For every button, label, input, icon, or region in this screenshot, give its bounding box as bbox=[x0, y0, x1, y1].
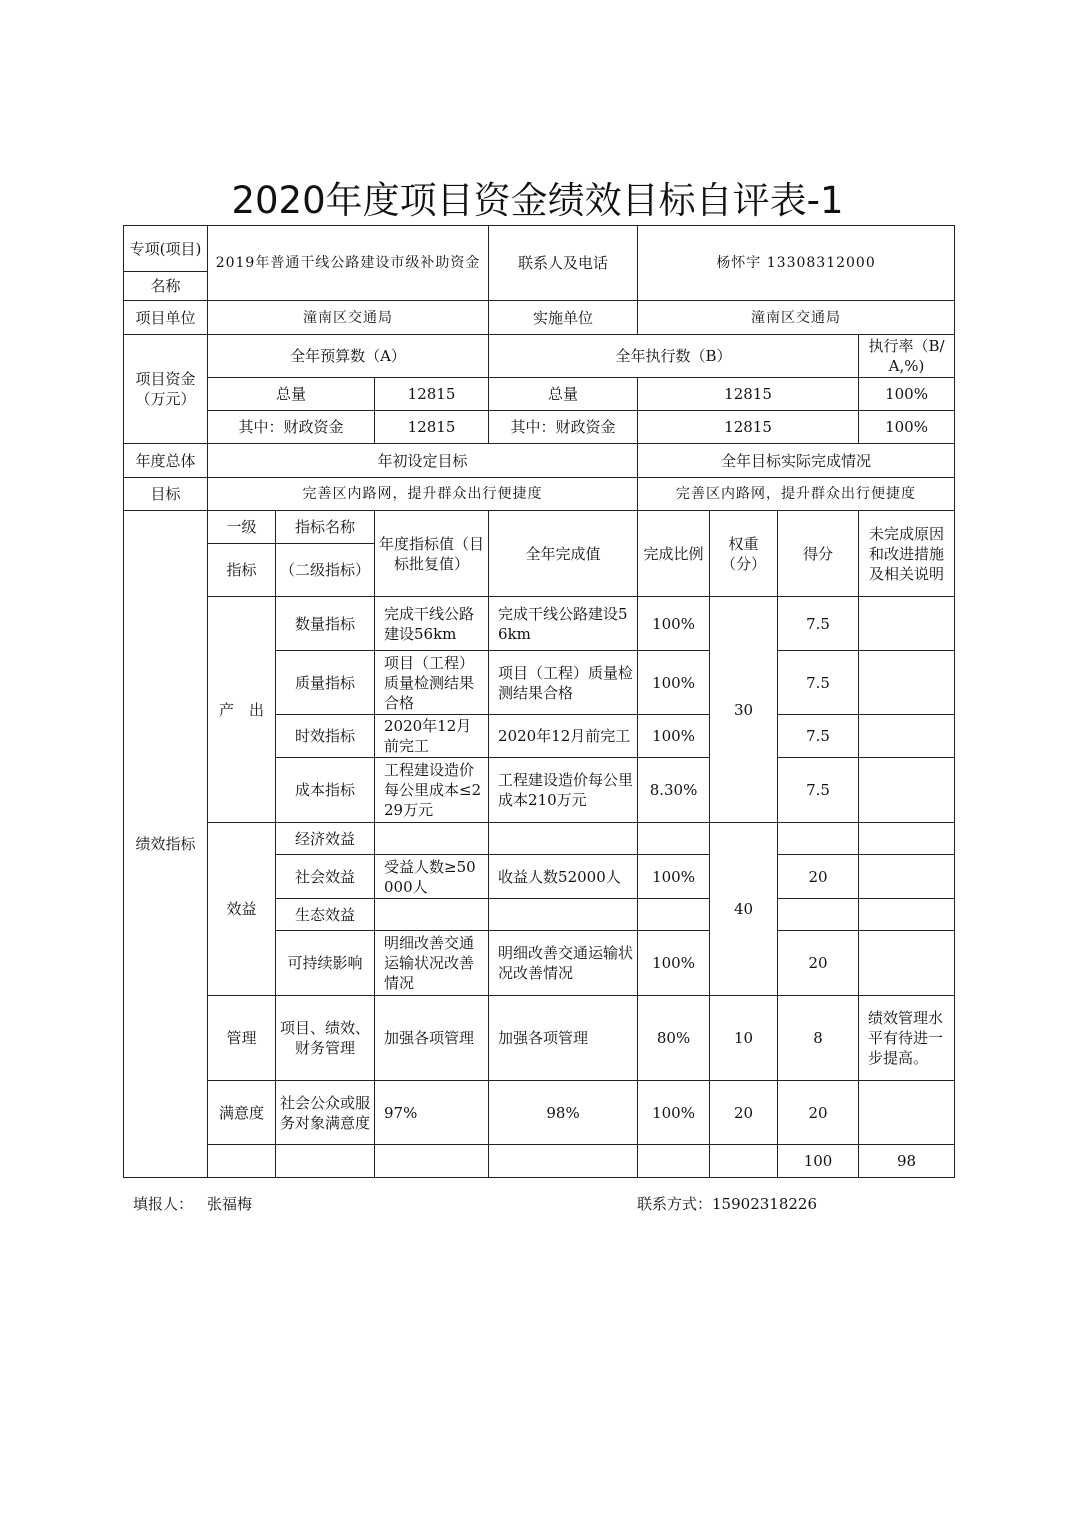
initial-goal-value: 完善区内路网，提升群众出行便捷度 bbox=[208, 478, 638, 511]
project-name: 2019年普通干线公路建设市级补助资金 bbox=[208, 226, 489, 301]
indicator-done: 明细改善交通运输状况改善情况 bbox=[489, 931, 638, 996]
exec-fiscal-value: 12815 bbox=[638, 411, 859, 444]
contact-method-value: 15902318226 bbox=[712, 1195, 817, 1213]
indicator-ratio: 80% bbox=[638, 996, 710, 1081]
col-name-b: （二级指标） bbox=[276, 544, 375, 597]
indicator-done bbox=[489, 823, 638, 855]
indicator-reason bbox=[859, 931, 955, 996]
indicator-ratio: 100% bbox=[638, 931, 710, 996]
weight-manage: 10 bbox=[710, 996, 778, 1081]
indicator-done: 项目（工程）质量检测结果合格 bbox=[489, 651, 638, 715]
indicator-done: 工程建设造价每公里成本210万元 bbox=[489, 758, 638, 823]
rate-total: 100% bbox=[859, 378, 955, 411]
indicator-score: 20 bbox=[778, 931, 859, 996]
exec-total-label: 总量 bbox=[489, 378, 638, 411]
indicator-ratio: 100% bbox=[638, 715, 710, 758]
indicator-annual: 2020年12月前完工 bbox=[375, 715, 489, 758]
budget-total-value: 12815 bbox=[375, 378, 489, 411]
indicator-ratio: 100% bbox=[638, 597, 710, 651]
indicator-done bbox=[489, 899, 638, 931]
total-blank bbox=[710, 1145, 778, 1178]
indicator-score: 8 bbox=[778, 996, 859, 1081]
evaluation-table bbox=[123, 225, 955, 1178]
filler-name: 张福梅 bbox=[207, 1195, 253, 1213]
indicator-reason bbox=[859, 899, 955, 931]
indicator-annual: 明细改善交通运输状况改善情况 bbox=[375, 931, 489, 996]
budget-header: 全年预算数（A） bbox=[208, 335, 489, 378]
indicator-name: 时效指标 bbox=[276, 715, 375, 758]
indicator-reason bbox=[859, 1081, 955, 1145]
goals-label: 年度总体 bbox=[124, 444, 208, 478]
total-blank bbox=[208, 1145, 276, 1178]
indicator-score: 7.5 bbox=[778, 715, 859, 758]
page-title: 2020年度项目资金绩效目标自评表-1 bbox=[231, 179, 844, 222]
indicator-done: 2020年12月前完工 bbox=[489, 715, 638, 758]
weight-satisfy: 20 bbox=[710, 1081, 778, 1145]
unit-label: 项目单位 bbox=[124, 301, 208, 335]
initial-goal-header: 年初设定目标 bbox=[208, 444, 638, 478]
budget-total-label: 总量 bbox=[208, 378, 375, 411]
rate-fiscal: 100% bbox=[859, 411, 955, 444]
col-annual: 年度指标值（目标批复值） bbox=[375, 511, 489, 597]
total-blank bbox=[638, 1145, 710, 1178]
goals-label-target: 目标 bbox=[124, 478, 208, 511]
indicator-annual: 受益人数≥50000人 bbox=[375, 855, 489, 899]
indicator-name: 数量指标 bbox=[276, 597, 375, 651]
contact-label: 联系人及电话 bbox=[489, 226, 638, 301]
indicator-annual: 完成干线公路建设56km bbox=[375, 597, 489, 651]
indicator-annual: 工程建设造价每公里成本≤229万元 bbox=[375, 758, 489, 823]
indicator-ratio: 100% bbox=[638, 1081, 710, 1145]
total-weight: 100 bbox=[778, 1145, 859, 1178]
col-weight: 权重（分） bbox=[710, 511, 778, 597]
perf-label: 绩效指标 bbox=[124, 511, 208, 1178]
indicator-name: 生态效益 bbox=[276, 899, 375, 931]
exec-header: 全年执行数（B） bbox=[489, 335, 859, 378]
group-manage: 管理 bbox=[208, 996, 276, 1081]
total-blank bbox=[276, 1145, 375, 1178]
budget-fiscal-label: 其中：财政资金 bbox=[208, 411, 375, 444]
total-score: 98 bbox=[859, 1145, 955, 1178]
indicator-reason bbox=[859, 715, 955, 758]
filler-contact bbox=[637, 1193, 831, 1214]
group-output: 产 出 bbox=[208, 597, 276, 823]
filler-label: 填报人： bbox=[133, 1195, 194, 1213]
rate-header: 执行率（B/A,%) bbox=[859, 335, 955, 378]
indicator-ratio: 100% bbox=[638, 855, 710, 899]
col-score: 得分 bbox=[778, 511, 859, 597]
indicator-reason bbox=[859, 758, 955, 823]
indicator-annual: 97% bbox=[375, 1081, 489, 1145]
indicator-name: 社会公众或服务对象满意度 bbox=[276, 1081, 375, 1145]
weight-benefit: 40 bbox=[710, 823, 778, 996]
group-satisfy: 满意度 bbox=[208, 1081, 276, 1145]
funds-label: 项目资金（万元） bbox=[124, 335, 208, 444]
actual-goal-header: 全年目标实际完成情况 bbox=[638, 444, 955, 478]
indicator-name: 质量指标 bbox=[276, 651, 375, 715]
indicator-name: 成本指标 bbox=[276, 758, 375, 823]
col-level1-b: 指标 bbox=[208, 544, 276, 597]
indicator-reason bbox=[859, 855, 955, 899]
indicator-done: 完成干线公路建设56km bbox=[489, 597, 638, 651]
indicator-ratio bbox=[638, 823, 710, 855]
project-label-name: 名称 bbox=[124, 272, 208, 301]
indicator-score bbox=[778, 899, 859, 931]
col-level1: 一级 bbox=[208, 511, 276, 544]
budget-fiscal-value: 12815 bbox=[375, 411, 489, 444]
indicator-annual bbox=[375, 899, 489, 931]
unit-value: 潼南区交通局 bbox=[208, 301, 489, 335]
group-benefit: 效益 bbox=[208, 823, 276, 996]
indicator-score bbox=[778, 823, 859, 855]
indicator-score: 20 bbox=[778, 855, 859, 899]
indicator-done: 加强各项管理 bbox=[489, 996, 638, 1081]
indicator-name: 社会效益 bbox=[276, 855, 375, 899]
indicator-score: 7.5 bbox=[778, 758, 859, 823]
col-ratio: 完成比例 bbox=[638, 511, 710, 597]
impl-label: 实施单位 bbox=[489, 301, 638, 335]
indicator-name: 可持续影响 bbox=[276, 931, 375, 996]
indicator-ratio: 100% bbox=[638, 651, 710, 715]
indicator-annual: 项目（工程）质量检测结果合格 bbox=[375, 651, 489, 715]
contact-method-label: 联系方式： bbox=[637, 1195, 713, 1213]
col-reason: 未完成原因和改进措施及相关说明 bbox=[859, 511, 955, 597]
col-name: 指标名称 bbox=[276, 511, 375, 544]
indicator-score: 7.5 bbox=[778, 651, 859, 715]
indicator-done: 收益人数52000人 bbox=[489, 855, 638, 899]
indicator-ratio: 8.30% bbox=[638, 758, 710, 823]
indicator-annual bbox=[375, 823, 489, 855]
contact-value: 杨怀宇 13308312000 bbox=[638, 226, 955, 301]
indicator-reason: 绩效管理水平有待进一步提高。 bbox=[859, 996, 955, 1081]
col-done: 全年完成值 bbox=[489, 511, 638, 597]
exec-total-value: 12815 bbox=[638, 378, 859, 411]
exec-fiscal-label: 其中：财政资金 bbox=[489, 411, 638, 444]
weight-output: 30 bbox=[710, 597, 778, 823]
indicator-ratio bbox=[638, 899, 710, 931]
indicator-score: 20 bbox=[778, 1081, 859, 1145]
indicator-name: 经济效益 bbox=[276, 823, 375, 855]
indicator-reason bbox=[859, 597, 955, 651]
indicator-name: 项目、绩效、财务管理 bbox=[276, 996, 375, 1081]
actual-goal-value: 完善区内路网，提升群众出行便捷度 bbox=[638, 478, 955, 511]
project-label: 专项(项目) bbox=[124, 226, 208, 272]
indicator-score: 7.5 bbox=[778, 597, 859, 651]
indicator-reason bbox=[859, 651, 955, 715]
filler bbox=[133, 1193, 266, 1214]
indicator-done: 98% bbox=[489, 1081, 638, 1145]
indicator-reason bbox=[859, 823, 955, 855]
indicator-annual: 加强各项管理 bbox=[375, 996, 489, 1081]
impl-value: 潼南区交通局 bbox=[638, 301, 955, 335]
total-blank bbox=[489, 1145, 638, 1178]
total-blank bbox=[375, 1145, 489, 1178]
